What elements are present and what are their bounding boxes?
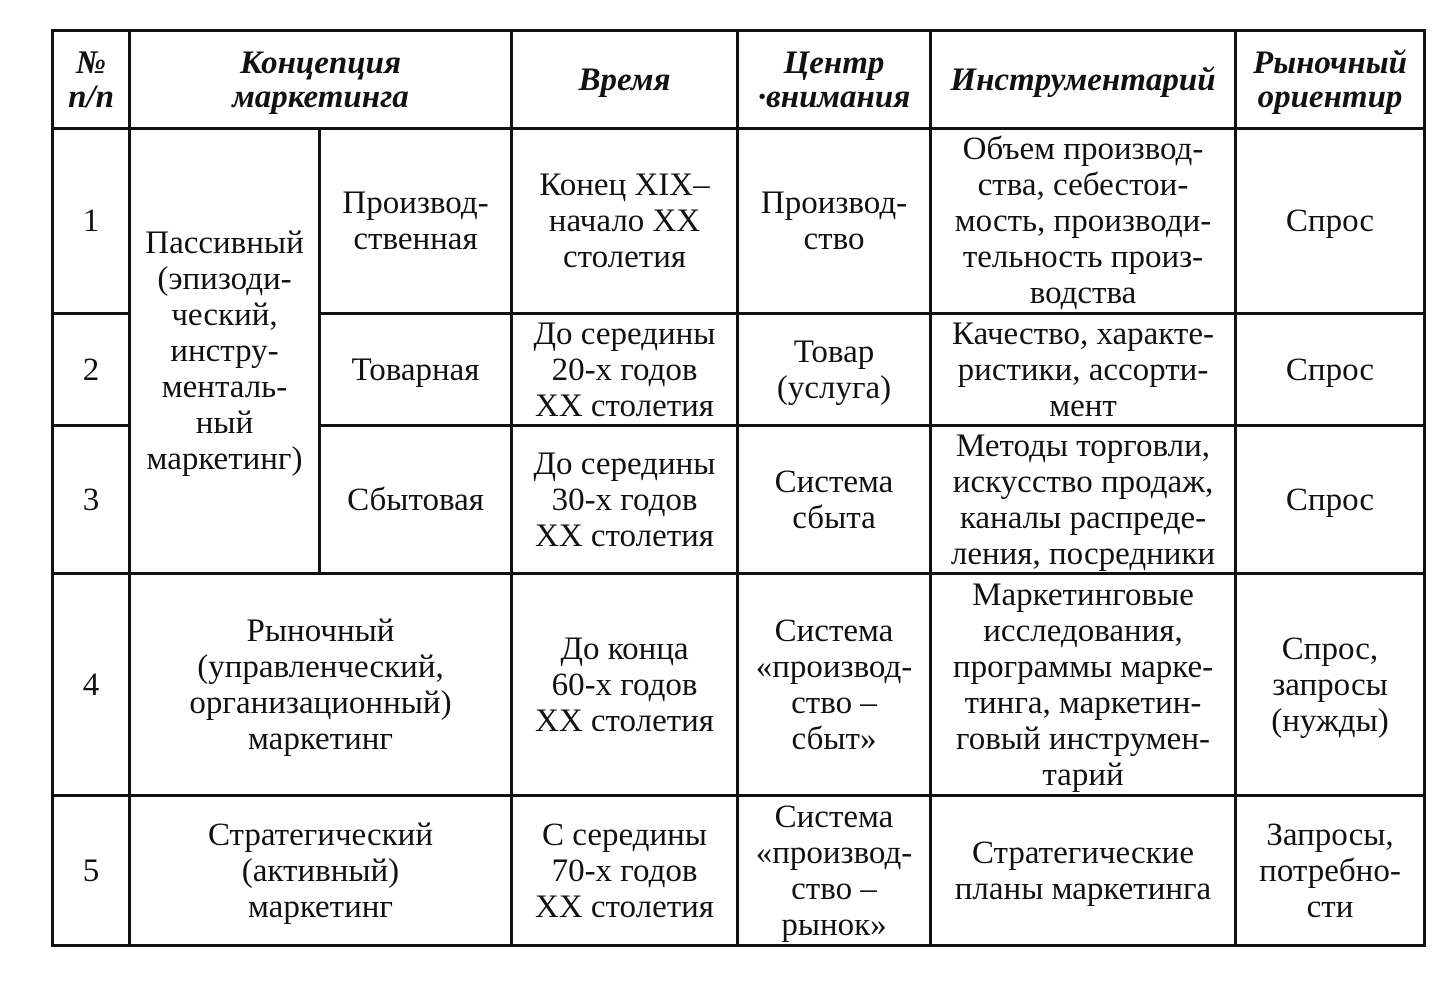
focus-cell: Система «производ- ство – рынок» (738, 796, 931, 946)
table-row (53, 574, 1425, 796)
time-cell: До середины 30-х годов XX столетия (512, 426, 738, 574)
subconcept-cell: Сбытовая (320, 426, 512, 574)
focus-cell: Товар (услуга) (738, 314, 931, 426)
time-cell: До середины 20-х годов XX столетия (512, 314, 738, 426)
table-row (53, 796, 1425, 946)
header-concept: Концепция маркетинга (130, 31, 512, 129)
time-cell: До конца 60-х годов XX столетия (512, 574, 738, 796)
row-num: 5 (53, 796, 130, 946)
tools-cell: Стратегические планы маркетинга (931, 796, 1236, 946)
subconcept-cell: Товарная (320, 314, 512, 426)
row-num: 2 (53, 314, 130, 426)
passive-concept-cell: Пассивный (эпизоди- ческий, инстру- менталь- ный маркетинг) (130, 129, 320, 574)
header-row (53, 31, 1425, 129)
time-cell: С середины 70-х годов XX столетия (512, 796, 738, 946)
concept-cell: Рыночный (управленческий, организационный) маркетинг (130, 574, 512, 796)
focus-cell: Производ- ство (738, 129, 931, 314)
concept-cell: Стратегический (активный) маркетинг (130, 796, 512, 946)
marketing-concepts-table (51, 29, 1426, 947)
row-num: 3 (53, 426, 130, 574)
subconcept-cell: Производ- ственная (320, 129, 512, 314)
row-num: 1 (53, 129, 130, 314)
market-cell: Запросы, потребно- сти (1236, 796, 1425, 946)
focus-cell: Система сбыта (738, 426, 931, 574)
focus-cell: Система «производ- ство – сбыт» (738, 574, 931, 796)
tools-cell: Методы торговли, искусство продаж, каналы распреде- ления, посредники (931, 426, 1236, 574)
header-time: Время (512, 31, 738, 129)
market-cell: Спрос (1236, 129, 1425, 314)
market-cell: Спрос (1236, 314, 1425, 426)
row-num: 4 (53, 574, 130, 796)
header-num: № п/п (53, 31, 130, 129)
header-market: Рыночный ориентир (1236, 31, 1425, 129)
table-row (53, 129, 1425, 314)
market-cell: Спрос, запросы (нужды) (1236, 574, 1425, 796)
tools-cell: Маркетинговые исследования, программы марке- тинга, маркетин- говый инструмен- тарий (931, 574, 1236, 796)
time-cell: Конец XIX– начало XX столетия (512, 129, 738, 314)
tools-cell: Объем производ- ства, себестои- мость, производи- тельность произ- водства (931, 129, 1236, 314)
tools-cell: Качество, характе- ристики, ассорти- мент (931, 314, 1236, 426)
header-focus: Центр ·внимания (738, 31, 931, 129)
market-cell: Спрос (1236, 426, 1425, 574)
header-tools: Инструментарий (931, 31, 1236, 129)
